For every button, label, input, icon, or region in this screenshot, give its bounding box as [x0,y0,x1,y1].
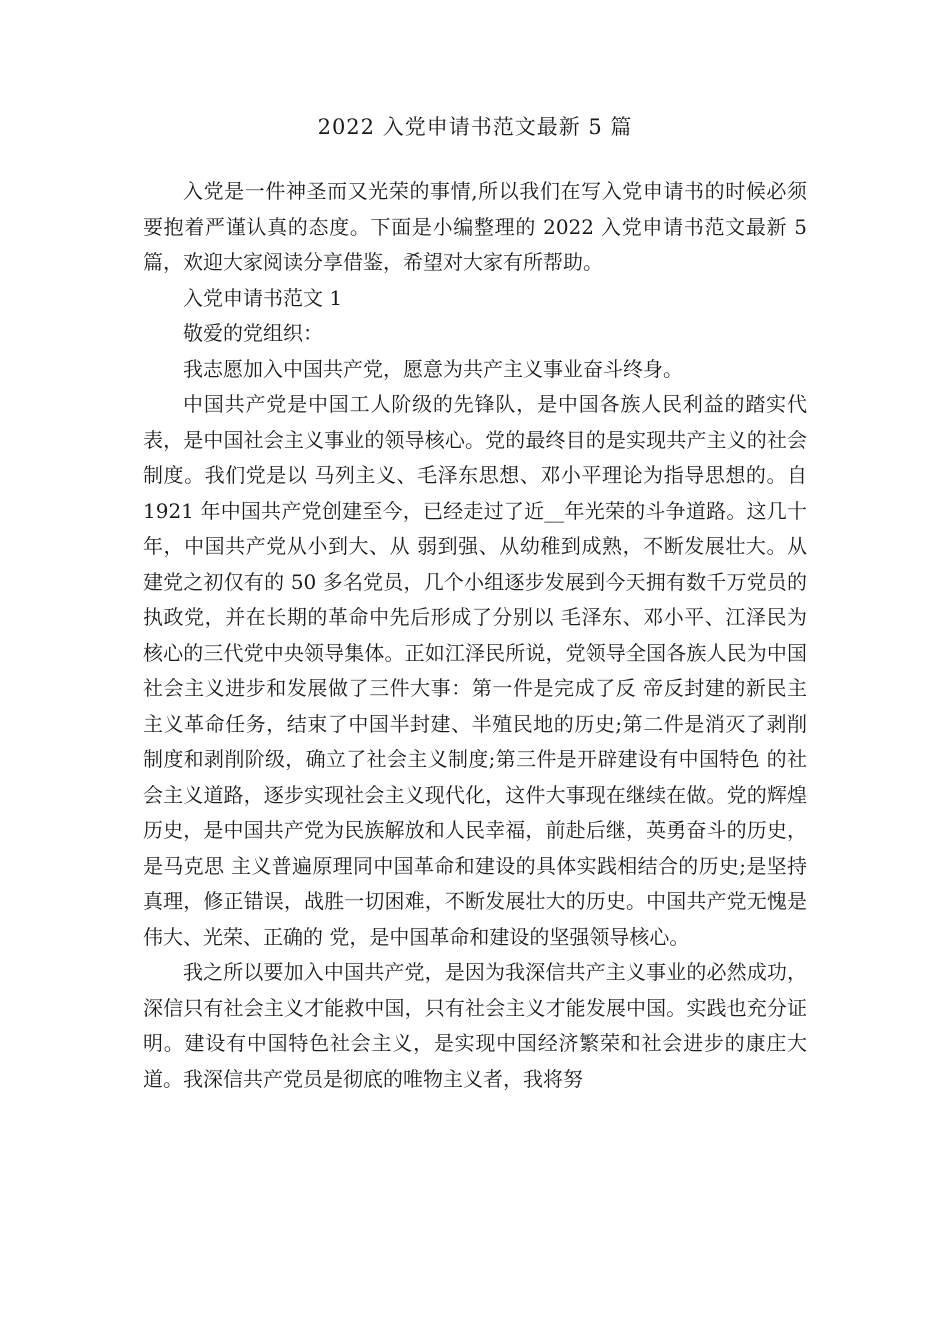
paragraph-intro: 入党是一件神圣而又光荣的事情,所以我们在写入党申请书的时候必须要抱着严谨认真的态度。下面是小编整理的 2022 入党申请书范文最新 5 篇，欢迎大家阅读分享借鉴，希望对大家有所帮助。 [143,179,807,274]
section-heading: 入党申请书范文 1 [183,285,343,310]
paragraph-motivation: 我之所以要加入中国共产党，是因为我深信共产主义事业的必然成功，深信只有社会主义才能救中国，只有社会主义才能发展中国。实践也充分证明。建设有中国特色社会主义，是实现中国经济繁荣和社会进步的康庄大道。我深信共产党员是彻底的唯物主义者，我将努 [143,960,807,1091]
paragraph-pledge: 我志愿加入中国共产党，愿意为共产主义事业奋斗终身。 [183,356,683,381]
document-body [143,174,807,1097]
salutation: 敬爱的党组织： [183,321,323,345]
document-title: 2022 入党申请书范文最新 5 篇 [317,115,633,139]
paragraph-party-history: 中国共产党是中国工人阶级的先锋队，是中国各族人民利益的踏实代表，是中国社会主义事业的领导核心。党的最终目的是实现共产主义的社会制度。我们党是以 马列主义、毛泽东思想、邓小平理论为指导思想的。自 1921 年中国共产党创建至今，已经走过了近__年光荣的斗争道路。这几十年，中国共产党从小到大、从 弱到强、从幼稚到成熟，不断发展壮大。从建党之初仅有的 50 多名党员，几个小组逐步发展到今天拥有数千万党员的执政党，并在长期的革命中先后形成了分别以 毛泽东、邓小平、江泽民为核心的三代党中央领导集体。正如江泽民所说，党领导全国各族人民为中国社会主义进步和发展做了三件大事：第一件是完成了反 帝反封建的新民主主义革命任务，结束了中国半封建、半殖民地的历史;第二件是消灭了剥削制度和剥削阶级，确立了社会主义制度;第三件是开辟建设有中国特色 的社会主义道路，逐步实现社会主义现代化，这件大事现在继续在做。党的辉煌历史，是中国共产党为民族解放和人民幸福，前赴后继，英勇奋斗的历史，是马克思 主义普遍原理同中国革命和建设的具体实践相结合的历史;是坚持真理，修正错误，战胜一切困难，不断发展壮大的历史。中国共产党无愧是伟大、光荣、正确的 党，是中国革命和建设的坚强领导核心。 [143,392,807,949]
